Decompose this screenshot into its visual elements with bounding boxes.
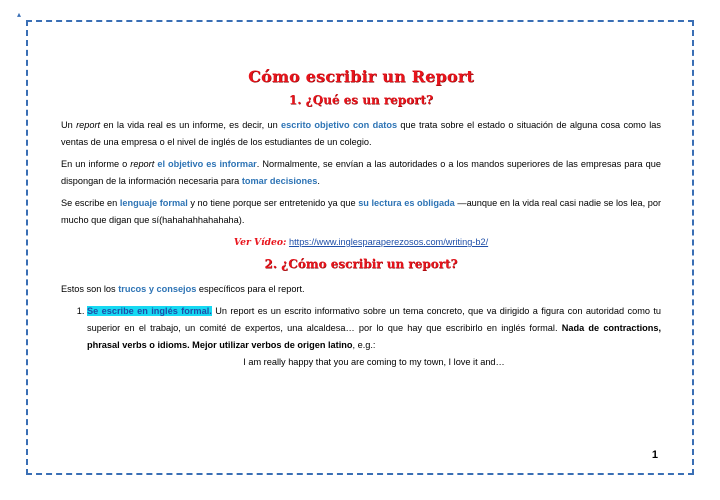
video-link[interactable]: https://www.inglesparaperezosos.com/writing-b2/	[288, 237, 489, 247]
italic-term: report	[76, 120, 101, 130]
tips-list	[61, 303, 661, 371]
key-phrase: lenguaje formal	[119, 198, 188, 208]
video-label: Ver Vídeo:	[233, 237, 287, 248]
paragraph-2	[61, 156, 661, 190]
text: Estos son los	[61, 284, 119, 294]
list-item	[87, 303, 661, 371]
highlighted-text: Se escribe en inglés formal.	[87, 306, 212, 316]
page-number: 1	[651, 449, 658, 461]
section-2-intro	[61, 281, 661, 298]
bold-text: Nada de contractions, phrasal verbs o idioms. Mejor utilizar verbos de origen latino	[87, 323, 662, 350]
example-sentence: I am really happy that you are coming to my town, I love it and…	[243, 357, 505, 367]
text: —aunque en la vida real casi nadie se los lea, por mucho que digan que sí(hahahahhahahaha).	[61, 198, 661, 225]
paragraph-1	[61, 117, 661, 151]
document-body	[61, 66, 661, 371]
text: que trata sobre el estado o situación de alguna cosa como las ventas de una empresa o el nivel de inglés de los estudiantes de un colegio.	[61, 120, 661, 147]
document-title: Cómo escribir un Report	[248, 67, 474, 86]
key-phrase: trucos y consejos	[118, 284, 197, 294]
italic-term: report	[130, 159, 155, 169]
paragraph-3	[61, 195, 661, 229]
corner-marker-icon: ▴	[17, 10, 22, 19]
text: en la vida real es un informe, es decir, un	[100, 120, 281, 130]
text: específicos para el report.	[196, 284, 305, 294]
key-phrase: tomar decisiones	[241, 176, 318, 186]
text: Un	[61, 120, 77, 130]
text: , e.g.:	[352, 340, 376, 350]
section-2-heading: 2. ¿Cómo escribir un report?	[264, 257, 458, 271]
section-1-heading: 1. ¿Qué es un report?	[288, 93, 434, 107]
video-line	[61, 234, 661, 251]
text: . Normalmente, se envían a las autoridades o a los mandos superiores de las empresas para que dispongan de la información necesaria para	[61, 159, 661, 186]
text: .	[317, 176, 320, 186]
key-phrase: su lectura es obligada	[358, 198, 455, 208]
text: y no tiene porque ser entretenido ya que	[187, 198, 359, 208]
text: Se escribe en	[61, 198, 120, 208]
key-phrase: escrito objetivo con datos	[280, 120, 398, 130]
key-phrase: el objetivo es informar	[157, 159, 257, 169]
text: En un informe o	[61, 159, 131, 169]
text: Un report es un escrito informativo sobre un tema concreto, que va dirigido a figura con autoridad como tu superior en el trabajo, un comité de expertos, una alcaldesa… por lo que hay que escribirlo en inglés formal.	[87, 306, 662, 333]
